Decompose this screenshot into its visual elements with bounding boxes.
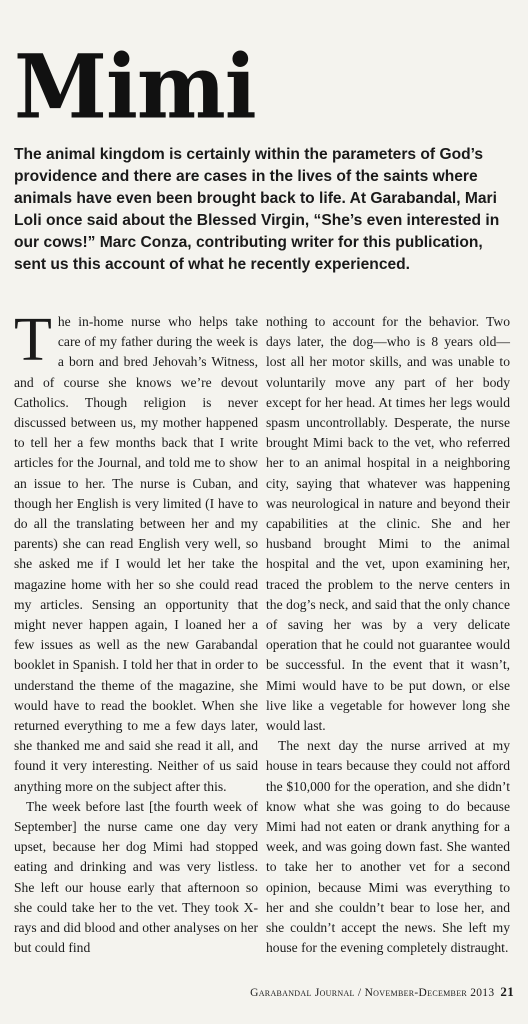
article-deck: The animal kingdom is certainly within the parameters of God’s providence and there are cases in the lives of the saints where animals have even been brought back to life. At Garabandal, Mari Loli once said about the Blessed Virgin, “She’s even interested in our cows!” Marc Conza, contributing writer for this publication, sent us this account of what he recently experienced. — [14, 146, 500, 273]
left-column — [14, 306, 258, 959]
page-number: 21 — [500, 984, 514, 999]
drop-cap: T — [14, 306, 52, 374]
show-through-text — [220, 0, 528, 150]
paragraph-4: The next day the nurse arrived at my house in tears because they could not afford the $10,000 for the operation, and she didn’t know what she was going to do because Mimi had not eaten or drank anything for a week, and was going down fast. She wanted to take her to another vet for a second opinion, because Mimi was everything to her and she couldn’t bear to lose her, and she couldn’t accept the news. She left my house for the evening completely distraught. — [266, 738, 510, 956]
paragraph-3: nothing to account for the behavior. Two days later, the dog—who is 8 years old—lost all her motor skills, and was unable to voluntarily move any part of her body except for her head. At times her legs would spasm uncontrollably. Desperate, the nurse brought Mimi back to the vet, who referred her to an animal hospital in a neighboring city, saying that whatever was happening was neurological in nature and beyond their capabilities at the clinic. She and her husband brought Mimi to the animal hospital and the vet, upon examining her, traced the problem to the nerve centers in the dog’s neck, and said that the only chance of saving her was by a very delicate operation that he could not guarantee would be successful. In the event that it wasn’t, Mimi would have to be put down, or else live like a vegetable for however long she would last. — [266, 314, 510, 734]
paragraph-1-text: he in-home nurse who helps take care of my father during the week is a born and bred Jehovah’s Witness, and of course she knows we’re devout Catholics. Though religion is never discussed between us, my mother happened to tell her a few months back that I write articles for the Journal, and told me to show an issue to her. The nurse is Cuban, and though her English is very limited (I have to do all the translating between her and my parents) she can read English very well, so she asked me if I would let her take the magazine home with her so she could read my articles. Sensing an opportunity that might never happen again, I loaned her a few issues as well as the new Garabandal booklet in Spanish. I told her that in order to understand the theme of the magazine, she would have to read the booklet. When she returned everything to me a few days later, she thanked me and said she read it all, and found it very interesting. Neither of us said anything more on the subject after this. — [14, 314, 258, 794]
paragraph-2: The week before last [the fourth week of September] the nurse came one day very upset, because her dog Mimi had stopped eating and drinking and was very listless. She left our house early that afternoon so she could take her to the vet. They took X-rays and did blood and other analyses on her but could find — [14, 798, 258, 956]
page-footer — [248, 984, 514, 1000]
publication-name: Garabandal Journal / November-December 2013 — [250, 987, 495, 999]
paragraph-1 — [14, 306, 258, 797]
article-title: Mimi — [14, 34, 256, 139]
right-column — [266, 312, 510, 959]
